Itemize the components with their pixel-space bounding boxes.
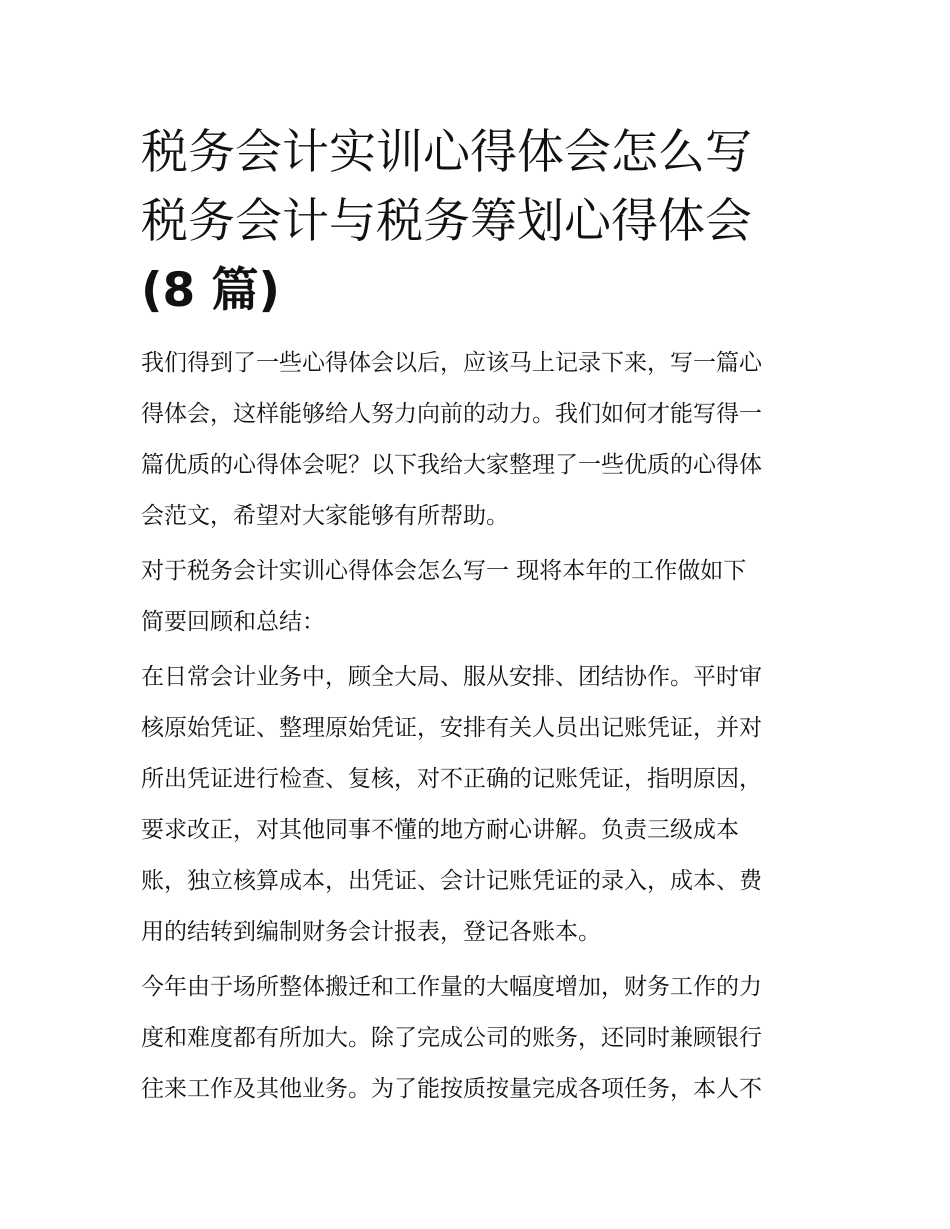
text-line: 我们得到了一些心得体会以后，应该马上记录下来，写一篇心 [141, 350, 762, 376]
text-line: 用的结转到编制财务会计报表，登记各账本。 [141, 919, 601, 945]
text-line: 核原始凭证、整理原始凭证，安排有关人员出记账凭证，并对 [141, 715, 762, 741]
title-line: 税务会计与税务筹划心得体会 [141, 194, 752, 249]
title-line: (8 篇) [141, 263, 281, 318]
body-paragraph [141, 652, 813, 958]
text-line: 度和难度都有所加大。除了完成公司的账务，还同时兼顾银行 [141, 1025, 762, 1051]
text-line: 在日常会计业务中，顾全大局、服从安排、团结协作。平时审 [141, 664, 762, 690]
intro-paragraph [141, 338, 813, 542]
body-paragraph [141, 962, 813, 1115]
text-line: 要求改正，对其他同事不懂的地方耐心讲解。负责三级成本 [141, 817, 739, 843]
text-line: 得体会，这样能够给人努力向前的动力。我们如何才能写得一 [141, 401, 762, 427]
text-line: 篇优质的心得体会呢？以下我给大家整理了一些优质的心得体 [141, 452, 762, 478]
text-line: 简要回顾和总结： [141, 609, 325, 635]
text-line: 会范文，希望对大家能够有所帮助。 [141, 503, 509, 529]
document-title [141, 118, 813, 325]
section-heading-paragraph [141, 546, 813, 648]
text-line: 往来工作及其他业务。为了能按质按量完成各项任务，本人不 [141, 1076, 762, 1102]
text-line: 账，独立核算成本，出凭证、会计记账凭证的录入，成本、费 [141, 868, 762, 894]
text-line: 对于税务会计实训心得体会怎么写一 现将本年的工作做如下 [141, 558, 747, 584]
document-body [141, 338, 813, 1115]
title-line: 税务会计实训心得体会怎么写 [141, 125, 752, 180]
text-line: 所出凭证进行检查、复核，对不正确的记账凭证，指明原因， [141, 766, 762, 792]
text-line: 今年由于场所整体搬迁和工作量的大幅度增加，财务工作的力 [141, 974, 762, 1000]
document-content [141, 118, 813, 1119]
